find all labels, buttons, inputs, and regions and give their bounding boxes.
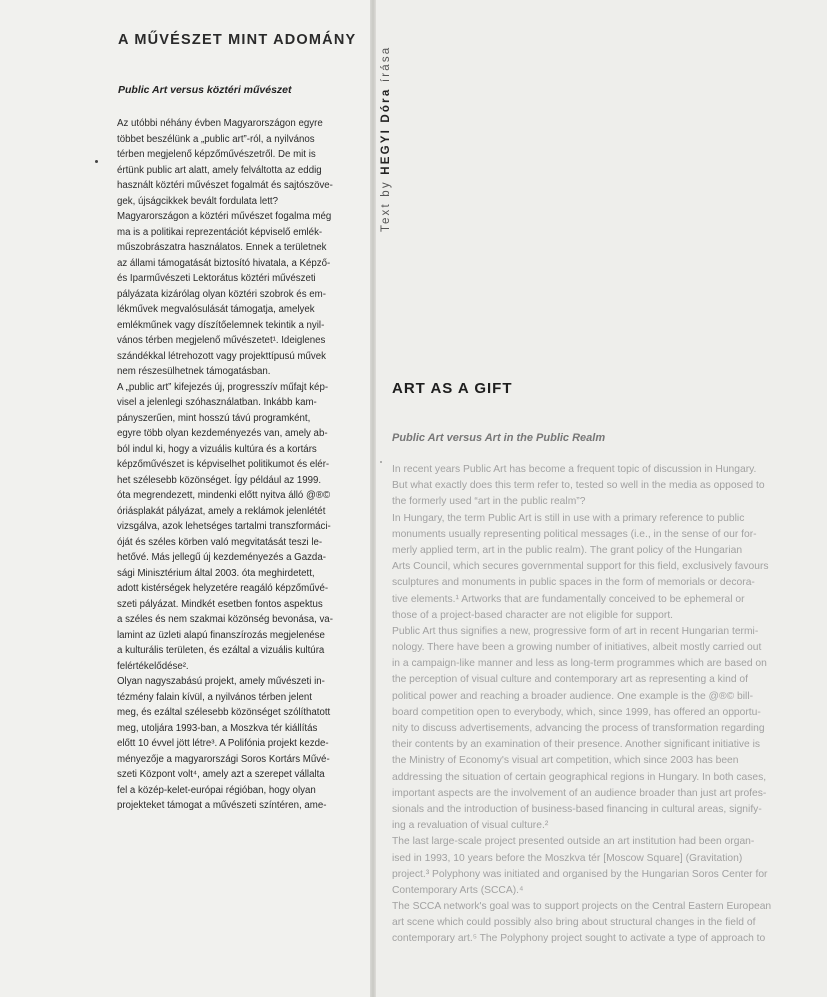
body-line: óriásplakát pályázat, amely a reklámok jelenlétét [117,505,326,517]
body-line: gek, újságcikkek bevált fordulata lett? [117,195,279,207]
body-line: nology. There have been a growing number of initiatives, albeit mostly carried out [392,642,762,654]
body-line: szándékkal létrehozott vagy projekttípusú művek [117,350,326,362]
body-line: felértékelődése². [117,660,189,672]
body-line: többet beszélünk a „public art”-ról, a nyilvános [117,133,315,145]
body-line: het szélesebb közönséget. Így például az 1999. [117,474,322,486]
body-line: ing a revaluation of visual culture.² [392,820,549,832]
body-line: lékművek megvalósulását támogatja, amelyek [117,304,315,315]
byline-author: HEGYI Dóra [380,87,392,175]
body-line: óta megrendezett, mindenki előtt nyitva álló @®© [117,490,331,501]
body-line: ményezője a magyarországi Soros Kortárs Művé- [117,753,330,765]
body-line: important aspects are the involvement of an audience broader than just art profes- [392,787,767,799]
body-line: nity to discuss advertisements, advancing the process of transformation regarding [392,723,765,734]
english-title: ART AS A GIFT [392,380,513,397]
body-line: értünk public art alatt, amely felváltotta az eddig [117,164,322,176]
body-line: adott kistérségek helyzetére reagáló képzőművé- [117,583,329,594]
margin-dot [95,160,98,163]
body-line: használt köztéri művészet fogalmát és sajtószöve- [117,180,333,191]
body-line: képzőművészet is képviselhet politikumot és elér- [117,459,330,470]
body-line: projekteket támogat a művészeti színtéren, ame- [117,800,327,811]
body-line: egyre több olyan kezdeményezés van, amely ab- [117,428,328,439]
body-line: Az utóbbi néhány évben Magyarországon egyre [117,118,323,129]
hungarian-title: A MŰVÉSZET MINT ADOMÁNY [118,32,357,48]
body-line: ma is a politikai reprezentációt képviselő emlék- [117,226,323,238]
body-line: nem részesülhetnek támogatásban. [117,366,271,377]
body-line: tézmény falain kívül, a nyilvános térben jelent [117,691,312,703]
body-line: In Hungary, the term Public Art is still in use with a primary reference to public [392,512,745,524]
body-line: project.³ Polyphony was initiated and organised by the Hungarian Soros Center for [392,868,768,880]
body-line: monuments usually representing political messages (i.e., in the sense of our for- [392,528,757,540]
body-line: emlékműnek vagy díszítőelemnek tekintik a nyil- [117,319,325,331]
body-line: sionals and the introduction of business-based financing in cultural areas, signify- [392,803,762,815]
body-line: az állami támogatását biztosító hivatala, a Képző- [117,257,331,269]
body-line: contemporary art.⁵ The Polyphony project sought to activate a type of approach to [392,933,766,945]
body-line: vános térben megjelenő művészetet¹. Ideiglenes [117,335,326,346]
body-line: A „public art” kifejezés új, progresszív műfajt kép- [117,381,329,393]
english-body-text [392,462,820,948]
body-line: board competition open to everybody, which, since 1999, has offered an opportu- [392,706,761,718]
body-line: Olyan nagyszabású projekt, amely művészeti in- [117,676,325,687]
author-byline [380,46,392,232]
body-line: óját és széles körben való megvitatását teszi le- [117,536,323,548]
byline-suffix: írása [380,45,392,88]
body-line: their contents by an examination of their presence. Another significant initiative is [392,739,761,751]
body-line: a széles és nem szakmai közönség bevonása, va- [117,614,333,625]
byline-prefix: Text by [380,174,392,232]
body-line: In recent years Public Art has become a frequent topic of discussion in Hungary. [392,464,757,475]
body-line: the formerly used “art in the public realm”? [392,496,586,508]
body-line: vizsgálva, azok lehetséges tartalmi transzformáci- [117,521,331,532]
body-line: those of a project-based character are not eligible for support. [392,609,674,621]
body-line: fel a közép-kelet-európai régióban, hogy olyan [117,784,316,796]
hungarian-subtitle: Public Art versus köztéri művészet [118,84,292,96]
body-line: visel a jelenlegi szóhasználatban. Inkább kam- [117,397,317,408]
body-line: political power and reaching a broader audience. One example is the @®© bill- [392,690,754,702]
body-line: art scene which could possibly also bring about structural changes in the field of [392,917,756,929]
body-line: The last large-scale project presented outside an art institution had been organ- [392,836,755,848]
body-line: addressing the situation of certain geographical regions in Hungary. In both cases, [392,771,767,783]
body-line: Contemporary Arts (SCCA).⁴ [392,884,524,896]
body-line: szeti Központ volt⁴, amely azt a szerepet vállalta [117,769,325,780]
body-line: szeti pályázat. Mindkét esetben fontos aspektus [117,598,323,610]
body-line: a kulturális területen, és ezáltal a vizuális kultúra [117,645,325,656]
body-line: pányszerűen, mint hosszú távú programként, [117,412,311,424]
body-line: Arts Council, which secures governmental support for this field, exclusively favours [392,561,769,573]
body-line: merly applied term, art in the public realm). The grant policy of the Hungarian [392,544,743,556]
hungarian-body-text [117,116,367,814]
body-line: The SCCA network's goal was to support projects on the Central Eastern European [392,901,772,913]
body-line: és Iparművészeti Lektorátus köztéri művészeti [117,273,316,284]
body-line: sculptures and monuments in public spaces in the form of memorials or decora- [392,577,755,589]
body-line: the Ministry of Economy's visual art competition, which since 2003 has been [392,755,739,767]
body-line: meg, és ezáltal szélesebb közönséget szólíthatott [117,707,331,718]
body-line: ised in 1993, 10 years before the Moszkva tér [Moscow Square] (Gravitation) [392,852,743,864]
body-line: the perception of visual culture and contemporary art as representing a kind of [392,674,749,686]
body-line: But what exactly does this term refer to, tested so well in the media as opposed to [392,480,765,492]
body-line: térben megjelenő képzőművészetről. De mit is [117,149,316,160]
body-line: tive elements.¹ Artworks that are fundamentally conceived to be ephemeral or [392,593,745,605]
body-line: műszobrászatra használatos. Ennek a területnek [117,242,327,253]
english-subtitle: Public Art versus Art in the Public Realm [392,432,606,444]
body-line: pályázata kizárólag olyan köztéri szobrok és em- [117,288,326,300]
body-line: ból indul ki, hogy a vizuális kultúra és a kortárs [117,443,317,455]
margin-dot-right [380,461,382,463]
body-line: lamint az üzleti alapú finanszírozás megjelenése [117,629,325,641]
body-line: Public Art thus signifies a new, progressive form of art in recent Hungarian termi- [392,625,759,637]
body-line: meg, utoljára 1993-ban, a Moszkva tér kiállítás [117,722,318,734]
body-line: Magyarországon a köztéri művészet fogalma még [117,211,332,222]
body-line: in a campaign-like manner and less as long-term programmes which are based on [392,658,767,670]
body-line: hetővé. Más jellegű új kezdeményezés a Gazda- [117,552,326,563]
body-line: sági Minisztérium által 2003. óta meghirdetett, [117,567,315,579]
body-line: előtt 10 évvel jött létre³. A Polifónia projekt kezde- [117,738,329,749]
